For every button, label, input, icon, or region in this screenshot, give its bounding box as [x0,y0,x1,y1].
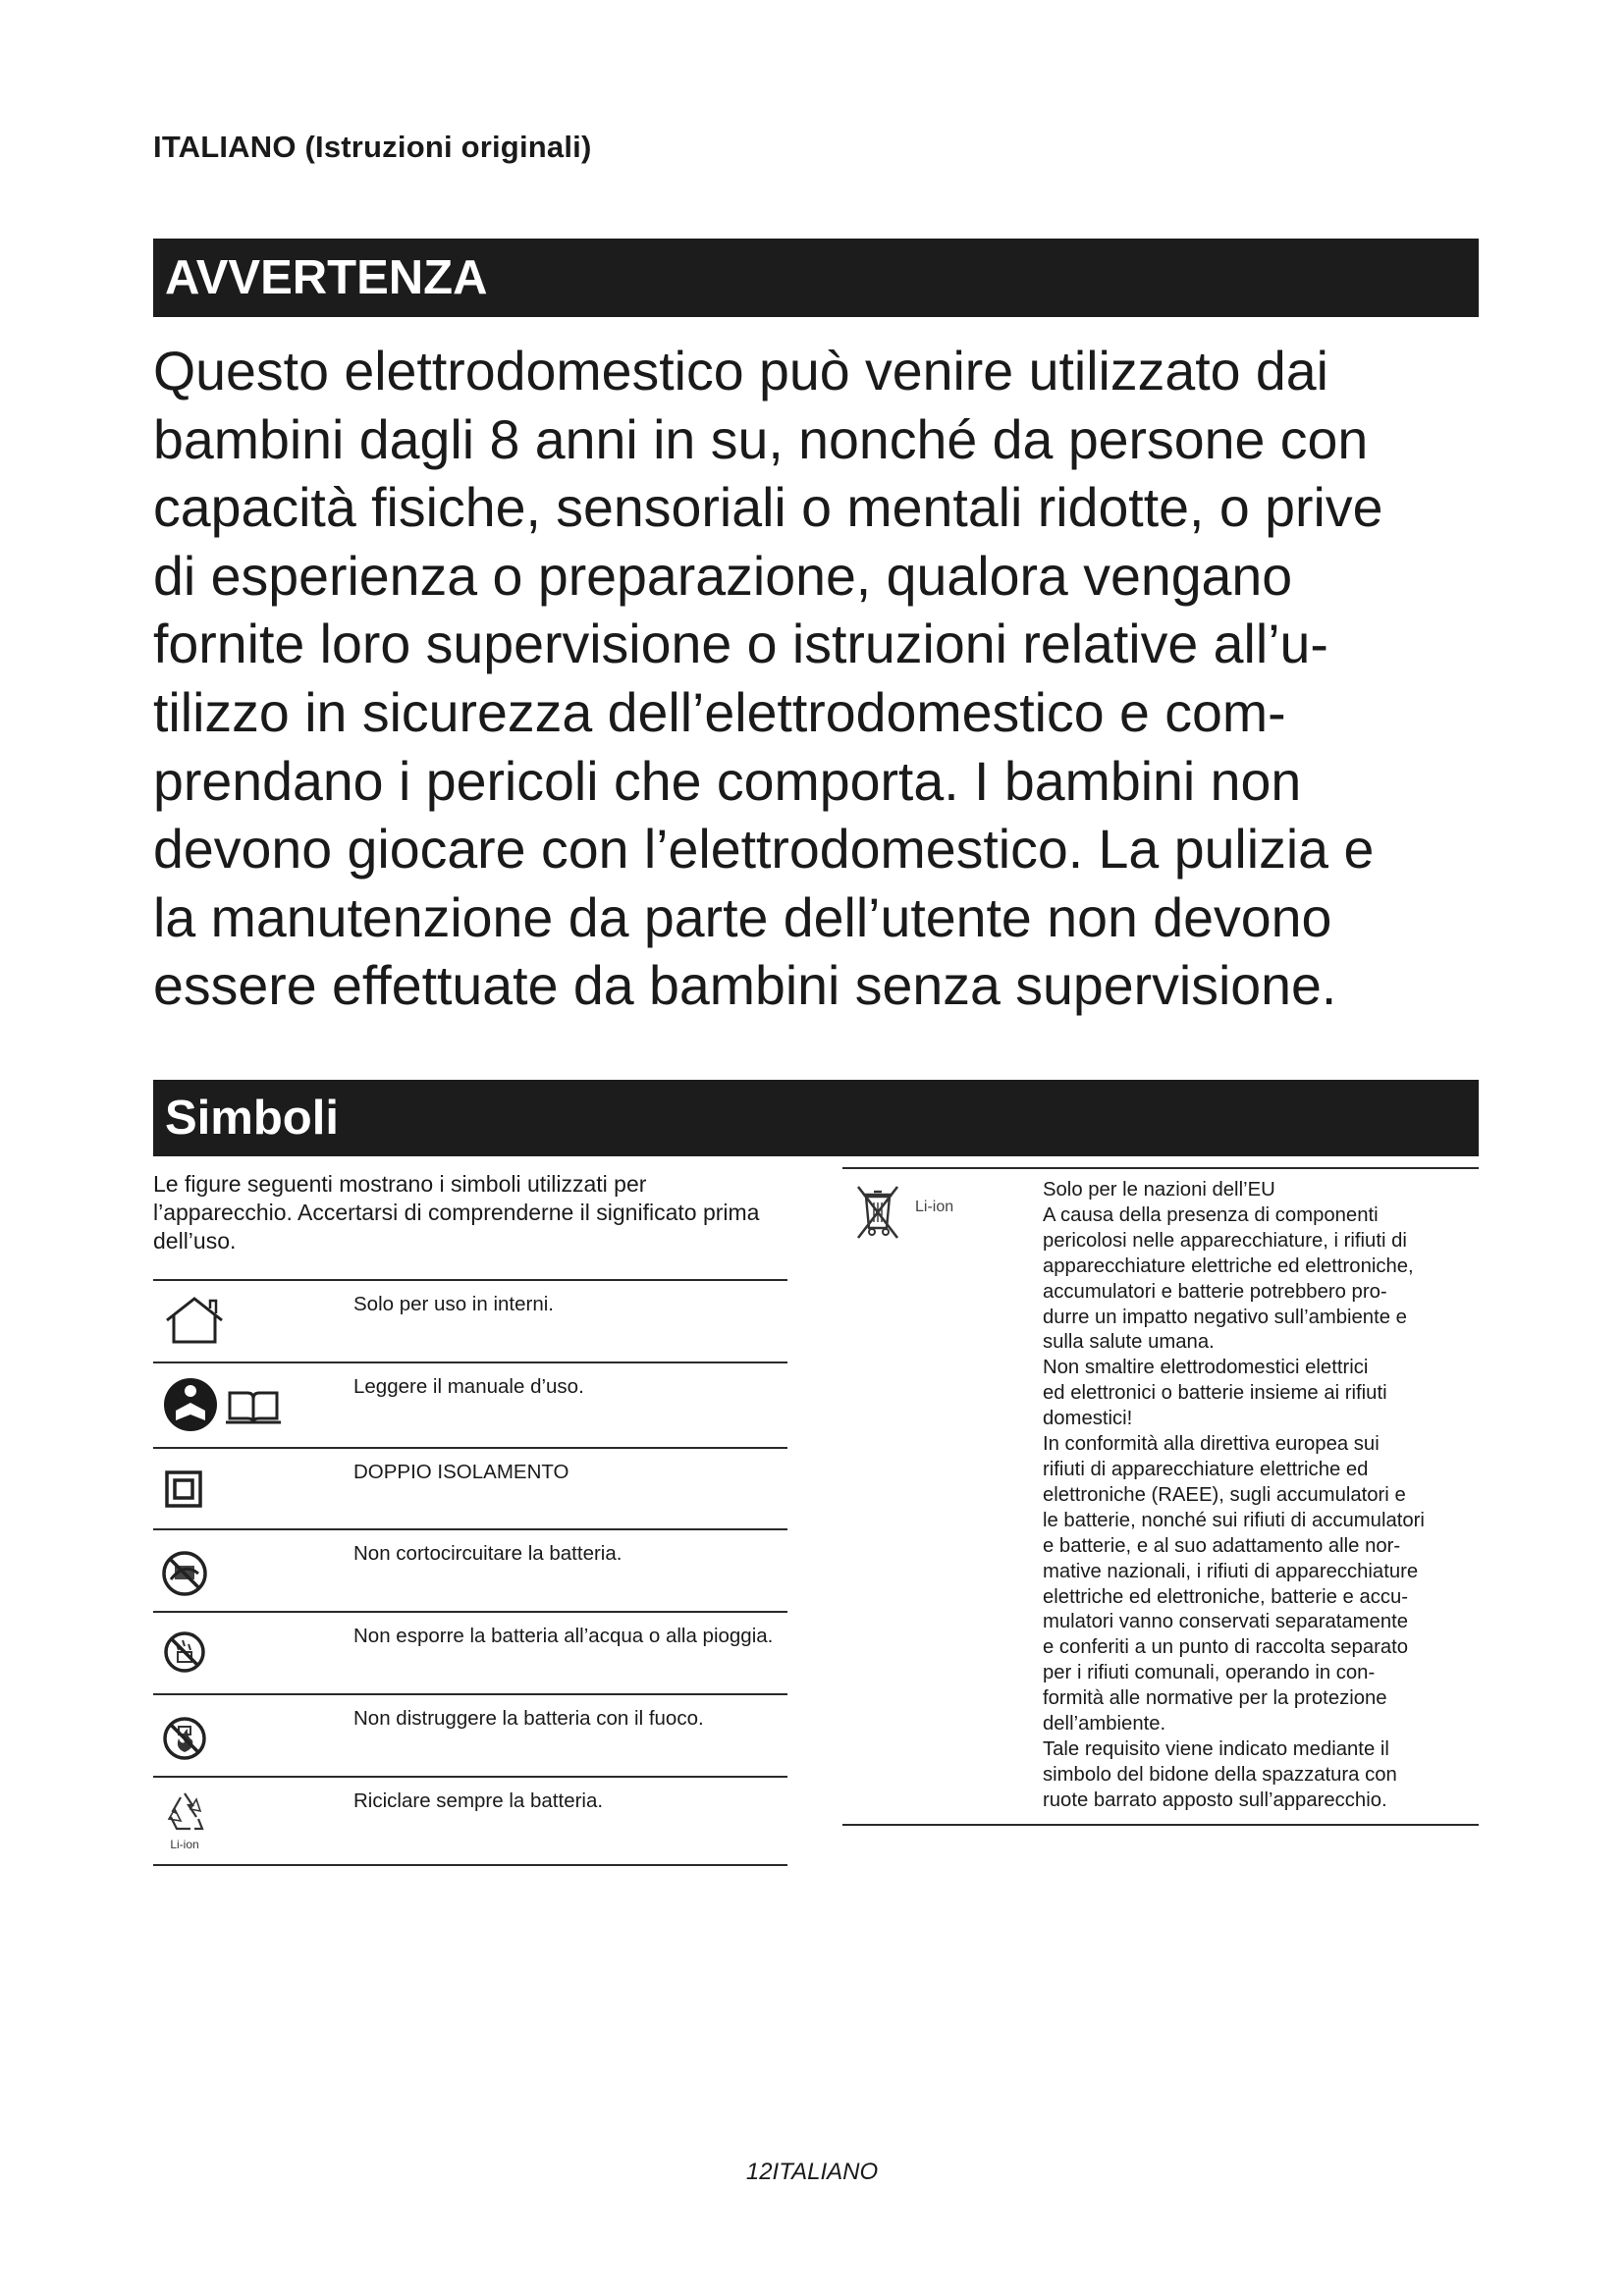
symbol-row [153,1279,787,1362]
warning-line: bambini dagli 8 anni in su, nonché da persone con [153,408,1369,470]
crossed-bin-icon [854,1183,901,1240]
warning-line: tilizzo in sicurezza dell’elettrodomestico e com- [153,681,1286,743]
warning-text [153,338,1508,1021]
double-insulation-icon [161,1459,232,1518]
symbol-row [153,1528,787,1611]
warning-line: capacità fisiche, sensoriali o mentali ridotte, o prive [153,477,1383,539]
symbol-description: Leggere il manuale d’uso. [353,1375,584,1398]
eu-text-line: mulatori vanno conservati separatamente [1043,1611,1409,1633]
eu-text-line: durre un impatto negativo sull’ambiente e [1043,1306,1407,1328]
eu-text-line: formità alle normative per la protezione [1043,1687,1387,1710]
recycle-icon-label: Li-ion [170,1838,199,1851]
eu-text-line: e conferiti a un punto di raccolta separato [1043,1636,1409,1659]
symbol-row [153,1693,787,1776]
recycle-icon [161,1788,232,1852]
eu-text-line: e batterie, e al suo adattamento alle nor- [1043,1534,1401,1557]
eu-text-line: pericolosi nelle apparecchiature, i rifiuti di [1043,1229,1407,1252]
eu-text-line: ed elettronici o batterie insieme ai rifiuti [1043,1382,1387,1405]
no-water-icon [161,1623,232,1682]
language-header: ITALIANO (Istruzioni originali) [153,130,592,164]
symbols-banner: Simboli [153,1080,1479,1156]
li-ion-label: Li-ion [915,1199,954,1215]
eu-text-line: le batterie, nonché sui rifiuti di accumulatori [1043,1509,1425,1531]
warning-line: essere effettuate da bambini senza supervisione. [153,955,1337,1017]
eu-text-line: Tale requisito viene indicato mediante il [1043,1737,1389,1760]
symbol-description: Non distruggere la batteria con il fuoco. [353,1707,704,1730]
warning-line: devono giocare con l’elettrodomestico. La pulizia e [153,819,1375,881]
eu-text-line: elettriche ed elettroniche, batterie e accu- [1043,1585,1409,1608]
eu-text-line: sulla salute umana. [1043,1331,1215,1354]
symbol-description: Riciclare sempre la batteria. [353,1789,604,1812]
warning-line: Questo elettrodomestico può venire utilizzato dai [153,341,1328,401]
eu-text-line: apparecchiature elettriche ed elettroniche, [1043,1255,1414,1277]
symbol-row [153,1362,787,1447]
warning-banner: AVVERTENZA [153,239,1479,317]
symbols-table [153,1279,787,1866]
eu-text-line: elettroniche (RAEE), sugli accumulatori e [1043,1483,1406,1506]
eu-text-line: A causa della presenza di componenti [1043,1203,1379,1226]
eu-disposal-box [842,1167,1479,1826]
eu-disposal-text [1043,1178,1479,1814]
symbol-description: Non esporre la batteria all’acqua o alla pioggia. [353,1625,774,1647]
symbol-description: Solo per uso in interni. [353,1293,554,1315]
symbol-row [153,1447,787,1528]
eu-text-line: dell’ambiente. [1043,1713,1166,1735]
symbol-row [153,1776,787,1866]
symbol-description: Non cortocircuitare la batteria. [353,1542,623,1565]
eu-text-line: Solo per le nazioni dell’EU [1043,1179,1275,1201]
symbol-description: DOPPIO ISOLAMENTO [353,1461,569,1483]
eu-text-line: rifiuti di apparecchiature elettriche ed [1043,1458,1369,1480]
house-icon [161,1291,232,1350]
eu-text-line: mative nazionali, i rifiuti di apparecchiature [1043,1560,1419,1582]
eu-text-line: domestici! [1043,1408,1133,1430]
page-footer: 12ITALIANO [745,2159,879,2185]
no-fire-icon [161,1705,232,1764]
warning-line: prendano i pericoli che comporta. I bambini non [153,750,1302,812]
eu-text-line: simbolo del bidone della spazzatura con [1043,1763,1397,1786]
eu-text-line: accumulatori e batterie potrebbero pro- [1043,1280,1387,1303]
symbols-intro: Le figure seguenti mostrano i simboli utilizzati per l’apparecchio. Accertarsi di comprenderne il significato prima dell’uso. [153,1171,760,1254]
no-short-circuit-icon [161,1540,232,1599]
warning-line: di esperienza o preparazione, qualora vengano [153,545,1293,607]
eu-text-line: Non smaltire elettrodomestici elettrici [1043,1357,1369,1379]
read-manual-icon [161,1373,298,1432]
warning-line: la manutenzione da parte dell’utente non devono [153,886,1332,948]
symbol-row [153,1611,787,1693]
eu-text-line: per i rifiuti comunali, operando in con- [1043,1662,1376,1684]
eu-text-line: ruote barrato apposto sull’apparecchio. [1043,1789,1387,1811]
eu-text-line: In conformità alla direttiva europea sui [1043,1433,1380,1456]
warning-line: fornite loro supervisione o istruzioni relative all’u- [153,614,1328,675]
